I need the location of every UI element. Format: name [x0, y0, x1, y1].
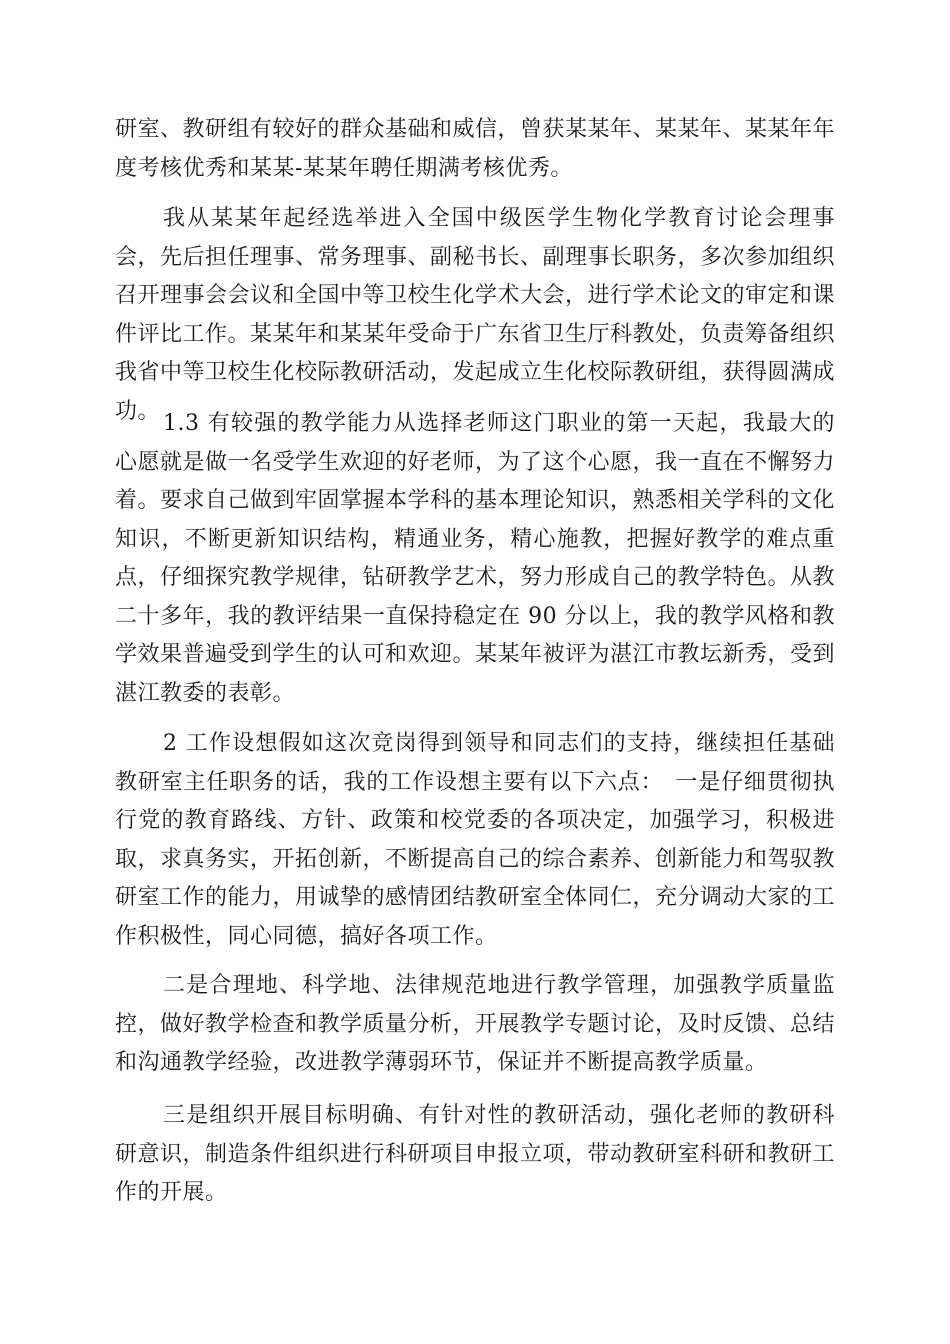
paragraph-5: 二是合理地、科学地、法律规范地进行教学管理，加强教学质量监控，做好教学检查和教学质量分析，开展教学专题讨论，及时反馈、总结和沟通教学经验，改进教学薄弱环节，保证并不断提高教学质量。 [115, 973, 836, 1075]
paragraph-block [115, 200, 835, 431]
paragraph-block [115, 725, 835, 956]
paragraph-block [115, 1097, 835, 1213]
paragraph-2: 我从某某年起经选举进入全国中级医学生物化学教育讨论会理事会，先后担任理事、常务理事、副秘书长、副理事长职务，多次参加组织召开理事会会议和全国中等卫校生化学术大会，进行学术论文的审定和课件评比工作。某某年和某某年受命于广东省卫生厅科教处，负责筹备组织我省中等卫校生化校际教研活动，发起成立生化校际教研组，获得圆满成功。 [115, 206, 836, 424]
paragraph-continuation [115, 111, 835, 188]
paragraph-1: 研室、教研组有较好的群众基础和威信，曾获某某年、某某年、某某年年度考核优秀和某某-某某年聘任期满考核优秀。 [115, 117, 836, 181]
paragraph-3: 1.3 有较强的教学能力从选择老师这门职业的第一天起，我最大的心愿就是做一名受学生欢迎的好老师，为了这个心愿，我一直在不懈努力着。要求自己做到牢固掌握本学科的基本理论知识，熟悉相关学科的文化知识，不断更新知识结构，精通业务，精心施教，把握好教学的难点重点，仔细探究教学规律，钻研教学艺术，努力形成自己的教学特色。从教二十多年，我的教评结果一直保持稳定在 90 分以上，我的教学风格和教学效果普遍受到学生的认可和欢迎。某某年被评为湛江市教坛新秀，受到湛江教委的表彰。 [115, 411, 836, 706]
paragraph-4: 2 工作设想假如这次竞岗得到领导和同志们的支持，继续担任基础教研室主任职务的话，我的工作设想主要有以下六点： 一是仔细贯彻执行党的教育路线、方针、政策和校党委的各项决定，加强学习，积极进取，求真务实，开拓创新，不断提高自己的综合素养、创新能力和驾驭教研室工作的能力，用诚挚的感情团结教研室全体同仁，充分调动大家的工作积极性，同心同德，搞好各项工作。 [115, 731, 836, 949]
paragraph-block [115, 405, 835, 713]
paragraph-6: 三是组织开展目标明确、有针对性的教研活动，强化老师的教研科研意识，制造条件组织进行科研项目申报立项，带动教研室科研和教研工作的开展。 [115, 1103, 836, 1205]
paragraph-block [115, 967, 835, 1083]
